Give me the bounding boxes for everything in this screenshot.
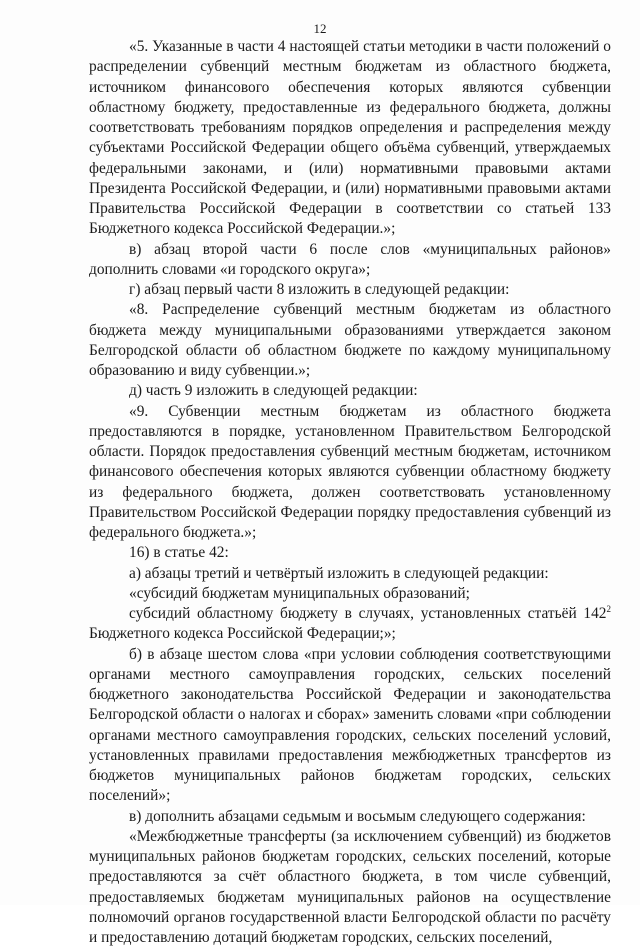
subsidies-regional-text: субсидий областному бюджету в случаях, установленных статьёй 142: [129, 605, 607, 622]
article-superscript: 2: [606, 603, 611, 614]
paragraph-article-5: «5. Указанные в части 4 настоящей статьи методики в части положений о распределении субвенций местным бюджетам из областного бюджета, источником финансового обеспечения которых являются субвенции областному бюджету, предоставленные из федерального бюджета, должны соответствовать требованиям порядков определения и распределения между субъектами Российской Федерации общего объёма субвенций, утверждаемых федеральными законами, и (или) нормативными правовыми актами Президента Российской Федерации, и (или) нормативными правовыми актами Правительства Российской Федерации в соответствии со статьей 133 Бюджетного кодекса Российской Федерации.»;: [89, 38, 611, 238]
paragraph-item-v: в) абзац второй части 6 после слов «муниципальных районов» дополнить словами «и городского округа»;: [89, 240, 611, 278]
paragraph-item-a: а) абзацы третий и четвёртый изложить в следующей редакции:: [129, 564, 549, 582]
paragraph-subsidies-municipal: «субсидий бюджетам муниципальных образований;: [129, 584, 470, 602]
paragraph-part-9: «9. Субвенции местным бюджетам из областного бюджета предоставляются в порядке, установленном Правительством Белгородской области. Порядок предоставления субвенций местным бюджетам, источником финансового обеспечения которых являются субвенции областному бюджету из федерального бюджета, должен соответствовать установленному Правительством Российской Федерации порядку предоставления субвенций из федерального бюджета.»;: [89, 402, 611, 541]
document-body: [89, 37, 611, 948]
paragraph-item-g: г) абзац первый части 8 изложить в следующей редакции:: [129, 281, 510, 298]
paragraph-item-16: 16) в статье 42:: [129, 544, 229, 562]
paragraph-item-b: б) в абзаце шестом слова «при условии соблюдения соответствующими органами местного самоуправления городских, сельских поселений бюджетного законодательства Российской Федерации и законодательства Белгородской области о налогах и сборах» заменить словами «при соблюдении органами местного самоуправления городских, сельских поселений условий, установленных правилами предоставления межбюджетных трансфертов из бюджетов муниципальных районов бюджетам городских, сельских поселений»;: [89, 645, 611, 805]
page-number: 12: [313, 21, 327, 36]
paragraph-subsidies-regional: [89, 604, 611, 645]
subsidies-regional-text-end: Бюджетного кодекса Российской Федерации;»;: [89, 625, 396, 643]
paragraph-item-v2: в) дополнить абзацами седьмым и восьмым следующего содержания:: [129, 807, 586, 825]
paragraph-transfers: «Межбюджетные трансферты (за исключением субвенций) из бюджетов муниципальных районов бюджетам городских, сельских поселений, которые предоставляются за счёт областного бюджета, в том числе субвенций, предоставляемых бюджетам муниципальных районов на осуществление полномочий органов государственной власти Белгородской области по расчёту и предоставлению дотаций бюджетам городских, сельских поселений,: [89, 827, 611, 946]
paragraph-item-d: д) часть 9 изложить в следующей редакции:: [129, 382, 418, 400]
paragraph-part-8: «8. Распределение субвенций местным бюджетам из областного бюджета между муниципальными образованиями утверждается законом Белгородской области об областном бюджете по каждому муниципальному образованию и виду субвенции.»;: [89, 301, 611, 379]
